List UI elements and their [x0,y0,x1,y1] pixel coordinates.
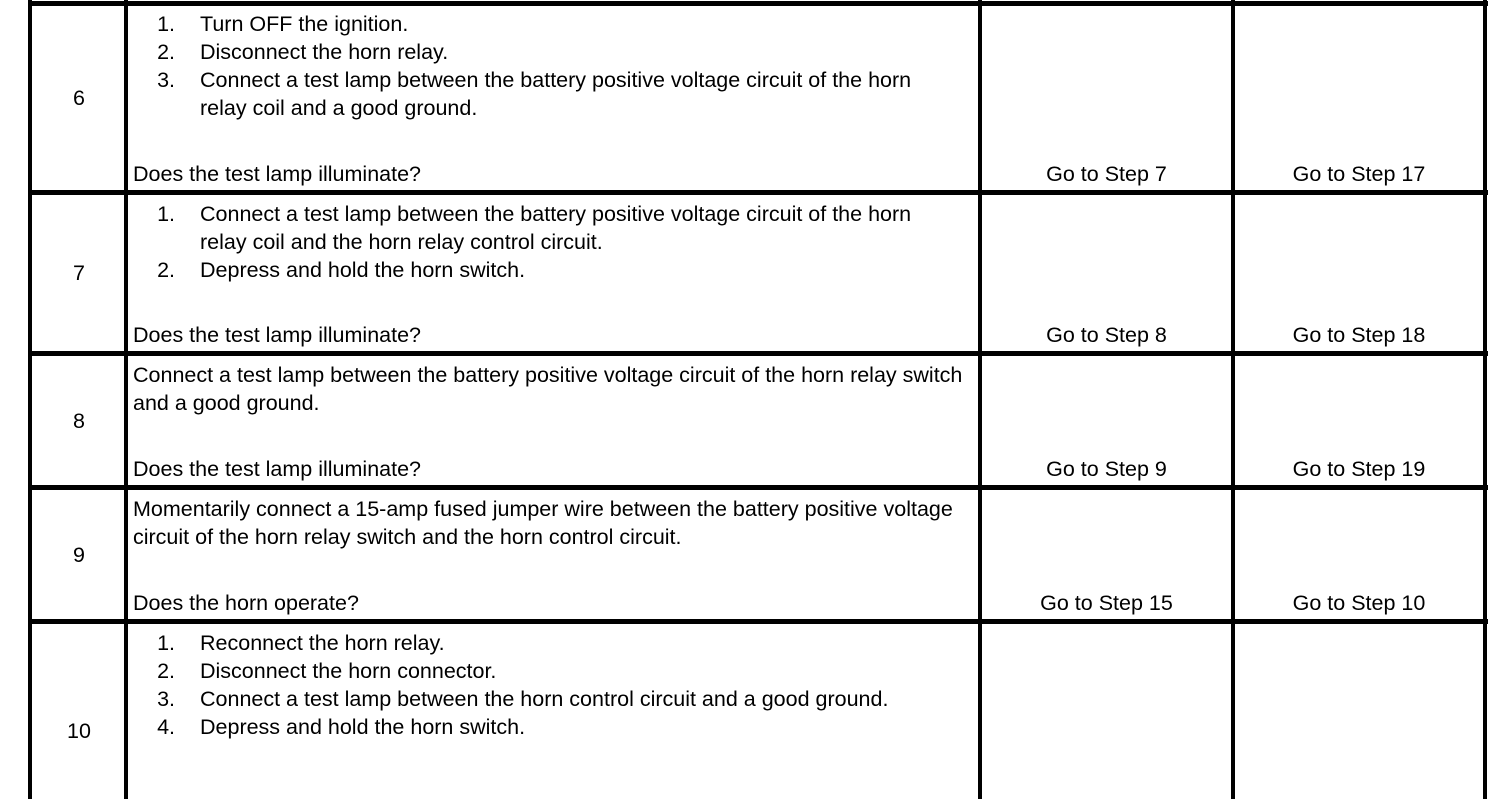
list-text: Connect a test lamp between the horn control circuit and a good ground. [200,687,889,711]
list-text: Connect a test lamp between the battery positive voltage circuit of the horn relay coil and a good ground. [200,68,912,120]
no-action: Go to Step 10 [1292,591,1426,615]
table-column-divider [1483,0,1487,799]
step-question: Does the horn operate? [133,591,359,615]
list-number: 3. [157,687,175,711]
list-number: 2. [157,258,175,282]
step-question: Does the test lamp illuminate? [133,323,422,347]
step-instructions [133,200,978,284]
table-row-divider [28,351,1488,356]
yes-action: Go to Step 8 [1046,323,1167,347]
table-column-divider [28,0,32,799]
list-text: Disconnect the horn relay. [200,40,449,64]
step-instructions [133,629,978,741]
instruction-list-item [133,200,978,256]
list-number: 3. [157,68,175,92]
list-number: 2. [157,659,175,683]
step-instructions [133,361,978,417]
list-number: 2. [157,40,175,64]
table-column-divider [1231,0,1235,799]
no-action: Go to Step 19 [1292,457,1426,481]
step-number: 9 [73,543,85,567]
table-row-divider [28,485,1488,490]
list-text: Turn OFF the ignition. [200,12,409,36]
list-text: Disconnect the horn connector. [200,659,497,683]
step-number: 10 [67,719,91,743]
instruction-list-item [133,10,978,38]
yes-action: Go to Step 9 [1046,457,1167,481]
list-text: Reconnect the horn relay. [200,631,445,655]
list-text: Depress and hold the horn switch. [200,258,526,282]
no-action: Go to Step 17 [1292,162,1426,186]
step-instructions [133,495,978,551]
no-action: Go to Step 18 [1292,323,1426,347]
instruction-text: Momentarily connect a 15-amp fused jumper wire between the battery positive voltage circuit of the horn relay switch and the horn control circuit. [133,497,953,549]
step-question: Does the test lamp illuminate? [133,162,422,186]
list-number: 1. [157,202,175,226]
table-row-divider [28,619,1488,624]
step-number: 7 [73,261,85,285]
step-number: 6 [73,86,85,110]
step-number: 8 [73,409,85,433]
yes-action: Go to Step 7 [1046,162,1167,186]
instruction-list-item [133,256,978,284]
list-number: 1. [157,631,175,655]
instruction-list-item [133,685,978,713]
instruction-list-item [133,657,978,685]
step-question: Does the test lamp illuminate? [133,457,422,481]
instruction-list-item [133,66,978,122]
list-number: 4. [157,715,175,739]
list-number: 1. [157,12,175,36]
instruction-list-item [133,38,978,66]
table-column-divider [978,0,982,799]
table-row-divider [28,1,1488,6]
instruction-text: Connect a test lamp between the battery positive voltage circuit of the horn relay switch and a good ground. [133,363,963,415]
instruction-list-item [133,713,978,741]
list-text: Depress and hold the horn switch. [200,715,526,739]
table-row-divider [28,190,1488,195]
step-instructions [133,10,978,122]
instruction-list-item [133,629,978,657]
yes-action: Go to Step 15 [1040,591,1173,615]
list-text: Connect a test lamp between the battery positive voltage circuit of the horn relay coil and the horn relay control circuit. [200,202,912,254]
